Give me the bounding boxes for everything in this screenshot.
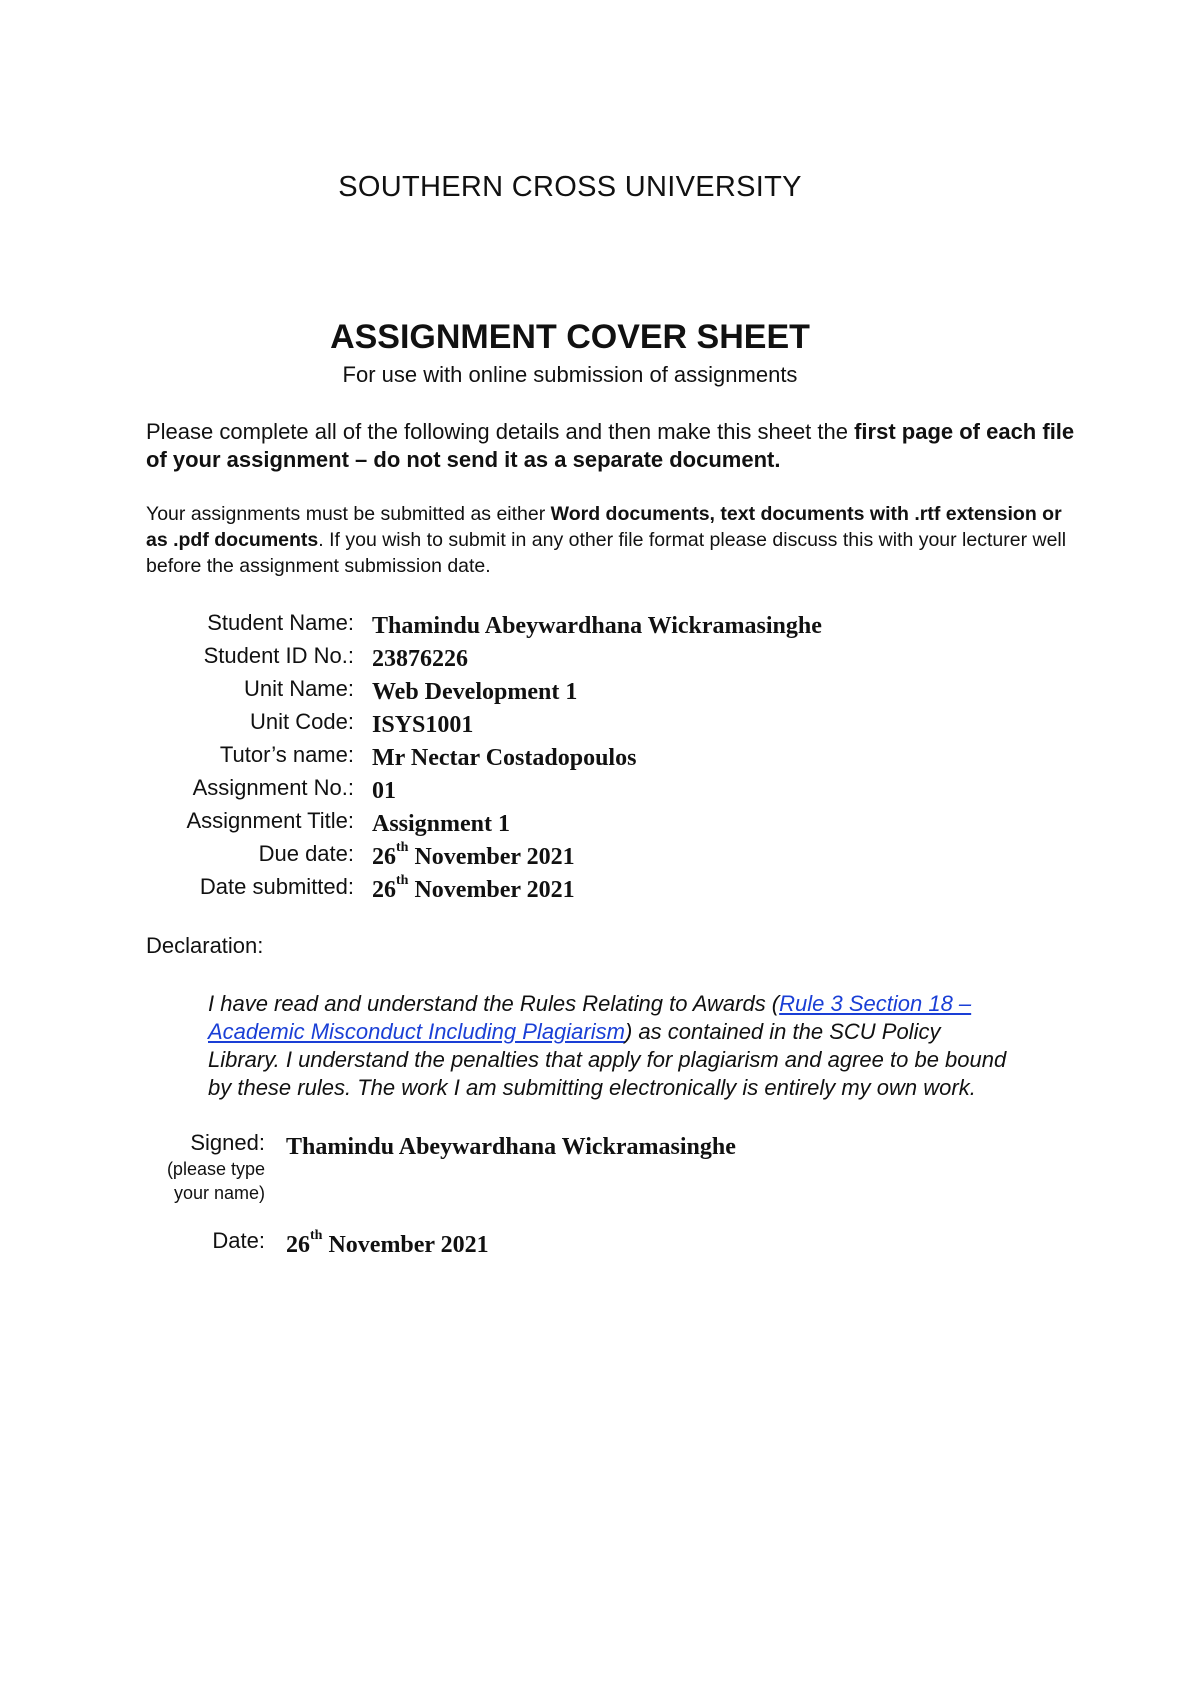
field-label: Assignment Title: (186, 808, 354, 833)
field-label: Due date: (258, 841, 354, 866)
field-assignment-title (0, 808, 1200, 841)
signed-note (167, 1157, 265, 1205)
date-suffix: th (310, 1228, 323, 1243)
date-rest: November 2021 (322, 1232, 489, 1258)
field-student-id (0, 643, 1200, 676)
field-tutor-name (0, 742, 1200, 775)
field-value: 01 (372, 778, 396, 804)
field-value (372, 873, 575, 904)
field-label: Student ID No.: (203, 643, 354, 668)
instructions-paragraph (146, 418, 1076, 474)
date-value (286, 1228, 489, 1259)
declaration-text-after: ) as contained in the SCU Policy Library. I understand the penalties that apply for plagiarism and agree to be bound by these rules. The work I am submitting electronically is entirely my own work. (208, 1019, 1007, 1100)
declaration-label: Declaration: (146, 933, 264, 958)
declaration-text-before: I have read and understand the Rules Relating to Awards ( (208, 991, 780, 1016)
field-label: Unit Code: (250, 709, 354, 734)
field-value: Thamindu Abeywardhana Wickramasinghe (372, 613, 822, 639)
page-subtitle: For use with online submission of assignments (342, 362, 798, 387)
formats-rest: . If you wish to submit in any other file format please discuss this with your lecturer well before the assignment submission date. (146, 529, 1067, 577)
signed-note-line-1: (please type (166, 1159, 265, 1179)
field-value: Mr Nectar Costadopoulos (372, 745, 637, 771)
formats-paragraph (146, 501, 1076, 579)
details-fields (0, 610, 1200, 907)
date-rest: November 2021 (408, 877, 575, 903)
field-date-submitted (0, 874, 1200, 907)
instructions-emphasis: first page of each file of your assignment – do not send it as a separate document. (146, 419, 1075, 472)
field-unit-code (0, 709, 1200, 742)
field-value (372, 840, 575, 871)
page-title: ASSIGNMENT COVER SHEET (330, 318, 810, 356)
date-rest: November 2021 (408, 844, 575, 870)
field-value: ISYS1001 (372, 712, 474, 738)
field-assignment-no (0, 775, 1200, 808)
date-day: 26 (372, 877, 396, 903)
declaration-text (208, 990, 1008, 1102)
field-value: Assignment 1 (372, 811, 511, 837)
date-day: 26 (372, 844, 396, 870)
field-due-date (0, 841, 1200, 874)
signed-label: Signed: (190, 1130, 265, 1155)
field-value: Web Development 1 (372, 679, 578, 705)
date-day: 26 (286, 1232, 310, 1258)
date-suffix: th (396, 873, 409, 888)
field-unit-name (0, 676, 1200, 709)
date-label: Date: (212, 1228, 265, 1253)
field-student-name (0, 610, 1200, 643)
date-suffix: th (396, 840, 409, 855)
formats-intro: Your assignments must be submitted as either (146, 503, 551, 525)
field-label: Unit Name: (243, 676, 354, 701)
field-label: Student Name: (207, 610, 354, 635)
policy-rule-link[interactable]: Rule 3 Section 18 – Academic Misconduct Including Plagiarism (208, 991, 972, 1044)
signature-value: Thamindu Abeywardhana Wickramasinghe (286, 1134, 736, 1160)
signed-note-line-2: your name) (173, 1183, 265, 1203)
formats-emphasis: Word documents, text documents with .rtf extension or as .pdf documents (146, 503, 1062, 551)
instructions-intro: Please complete all of the following details and then make this sheet the (146, 419, 855, 444)
field-label: Assignment No.: (192, 775, 354, 800)
field-value: 23876226 (372, 646, 468, 672)
university-name: SOUTHERN CROSS UNIVERSITY (338, 171, 802, 203)
field-label: Tutor’s name: (219, 742, 354, 767)
field-label: Date submitted: (199, 874, 354, 899)
